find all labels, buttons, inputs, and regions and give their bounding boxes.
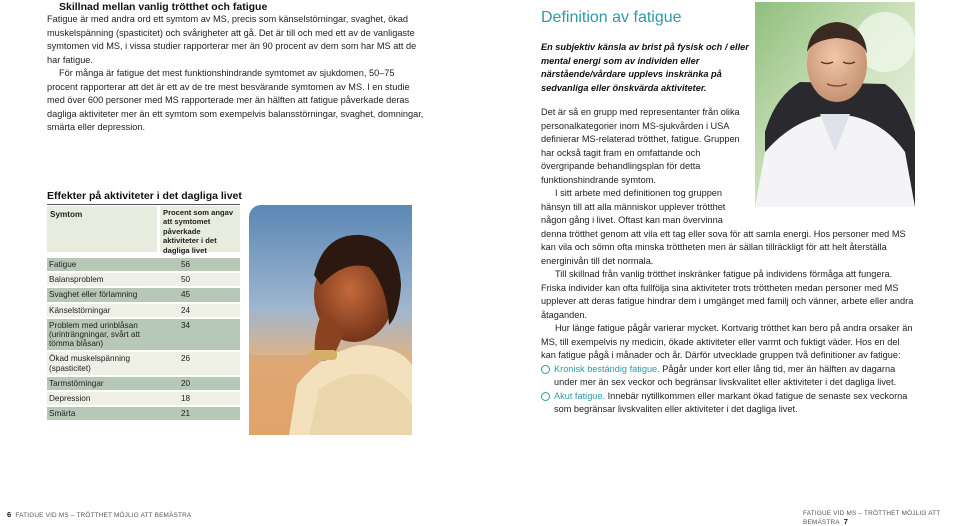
table-row bbox=[47, 319, 240, 351]
table-cell-percent: 21 bbox=[181, 409, 191, 419]
footer-right-text: FATIGUE VID MS – TRÖTTHET MÖJLIG ATT BEMÄSTRA bbox=[803, 510, 941, 526]
definition-paragraph-4: Hur länge fatigue pågår varierar mycket. Kortvarig trötthet kan bero på andra orsaker än MS, till exempelvis ny medicin, ökade aktiviteter eller varmt och fuktigt väder. Hos en del kan fatigue pågå i månader och år. Därför utvecklade gruppen två definitioner av fatigue: bbox=[541, 323, 913, 360]
bullet-acute-text bbox=[554, 390, 915, 417]
definition-paragraph-2b: denna trötthet genom att vila ett tag eller sova för att samla energi. Hos personer med MS kan vila och sömn ofta minska tröttheten men är sällan tillräckligt för att helt återställa energinivån till det normala. bbox=[541, 228, 906, 266]
intro-paragraph-2: För många är fatigue det mest funktionshindrande symtomet av sjukdomen, 50–75 procent rapporterar att det är ett av de tre mest besvärande symtomen av MS. I en studie med över 600 personer med MS rapporterade mer än hälften att fatigue påverkade deras dagliga aktiviteter mer än ett symtom som exempelvis balansstörningar, svaghet, domningar, smärta eller depression. bbox=[47, 68, 424, 132]
table-cell-symptom: Problem med urinblåsan (urinträngningar, svårt att tömma blåsan) bbox=[49, 320, 141, 349]
table-title: Effekter på aktiviteter i det dagliga livet bbox=[47, 190, 242, 202]
page-number-right: 7 bbox=[843, 517, 849, 526]
bullet-acute bbox=[541, 390, 915, 417]
header-symptom: Symtom bbox=[47, 206, 157, 252]
bullet-acute-term: Akut fatigue. bbox=[554, 390, 606, 401]
footer-left-text: FATIGUE VID MS – TRÖTTHET MÖJLIG ATT BEMÄSTRA bbox=[15, 512, 192, 519]
header-percent: Procent som angav att symtomet påverkade aktiviteter i det dagliga livet bbox=[160, 206, 240, 252]
table-row bbox=[47, 288, 240, 301]
table-cell-percent: 45 bbox=[181, 290, 191, 300]
table-row bbox=[47, 377, 240, 390]
definition-paragraph-3: Till skillnad från vanlig trötthet inskränker fatigue på individens förmåga att fungera. Friska individer kan ofta fullfölja sina aktiviteter trots tröttheten medan personer med MS upplever att deras fatigue hindrar dem i umgänget med familj och vänner, arbete eller andra åtaganden. bbox=[541, 269, 914, 320]
effects-table bbox=[47, 206, 240, 422]
table-row bbox=[47, 407, 240, 420]
table-cell-percent: 18 bbox=[181, 394, 191, 404]
photo-man-illustration bbox=[755, 2, 915, 207]
intro-paragraph-1: Fatigue är med andra ord ett symtom av MS, precis som känselstörningar, svaghet, ökad muskelspänning (spasticitet) och svårigheter att gå. Det är till och med ett av de vanligaste symtomen vid MS, i vissa studier rapporterar mer än 90 procent av dem som har MS att de har fatigue. bbox=[47, 14, 417, 65]
circle-bullet-icon bbox=[541, 365, 550, 374]
photo-man-resting bbox=[755, 2, 915, 207]
table-cell-percent: 26 bbox=[181, 354, 191, 364]
table-cell-percent: 24 bbox=[181, 305, 191, 315]
bullet-chronic-term: Kronisk beständig fatigue. bbox=[554, 363, 660, 374]
definition-paragraph-2a: I sitt arbete med definitionen tog gruppen hänsyn till att alla människor upplever trötthet någon gång i livet. Oftast kan man övervinna bbox=[541, 188, 726, 225]
circle-bullet-icon bbox=[541, 392, 550, 401]
table-cell-percent: 34 bbox=[181, 320, 191, 330]
table-cell-symptom: Tarmstörningar bbox=[49, 378, 104, 388]
table-cell-symptom: Depression bbox=[49, 394, 91, 404]
footer-left bbox=[3, 510, 191, 519]
bullet-chronic bbox=[541, 363, 915, 390]
table-row bbox=[47, 258, 240, 271]
bullet-chronic-desc: Pågår under kort eller lång tid, mer än hälften av dagarna under mer än sex veckor och begränsar livskvalitet eller aktiviteter i det dagliga livet. bbox=[554, 363, 897, 387]
table-cell-percent: 56 bbox=[181, 260, 191, 269]
table-row bbox=[47, 304, 240, 317]
page-number-left: 6 bbox=[7, 510, 12, 519]
footer-right bbox=[803, 510, 960, 526]
photo-woman-thinking bbox=[249, 205, 412, 435]
definition-paragraph-1: Det är så en grupp med representanter från olika personalkategorier inom MS-sjukvården i USA definierar MS-relaterad trötthet, fatigue. Gruppen har också tagit fram en omfattande och övergripande behandlingsplan för detta funktionshindrande symtom. bbox=[541, 107, 740, 185]
definition-lead: En subjektiv känsla av brist på fysisk och / eller mental energi som av individen eller närstående/vårdare upplevs inskränka på sedvanliga eller önskvärda aktiviteter. bbox=[541, 42, 749, 93]
bullet-acute-desc: Innebär nytillkommen eller markant ökad fatigue de senaste sex veckorna som begränsar livskvaliten eller aktiviteter i det dagliga livet. bbox=[554, 390, 908, 414]
table-cell-symptom: Svaghet eller förlamning bbox=[49, 290, 138, 300]
table-body bbox=[47, 258, 240, 420]
table-header bbox=[47, 206, 240, 255]
table-title-rule bbox=[47, 204, 240, 205]
definition-heading: Definition av fatigue bbox=[541, 9, 682, 26]
table-cell-percent: 50 bbox=[181, 275, 191, 285]
intro-body bbox=[47, 13, 425, 135]
table-row bbox=[47, 392, 240, 405]
table-cell-symptom: Fatigue bbox=[49, 260, 77, 269]
table-cell-symptom: Känselstörningar bbox=[49, 305, 111, 315]
table-cell-percent: 20 bbox=[181, 378, 191, 388]
bullet-chronic-text bbox=[554, 363, 915, 390]
intro-heading: Skillnad mellan vanlig trötthet och fatigue bbox=[59, 1, 268, 13]
table-cell-symptom: Ökad muskelspänning (spasticitet) bbox=[49, 354, 131, 373]
photo-woman-illustration bbox=[249, 205, 412, 435]
table-cell-symptom: Balansproblem bbox=[49, 275, 104, 285]
table-cell-symptom: Smärta bbox=[49, 409, 76, 419]
table-row bbox=[47, 352, 240, 374]
table-row bbox=[47, 273, 240, 286]
